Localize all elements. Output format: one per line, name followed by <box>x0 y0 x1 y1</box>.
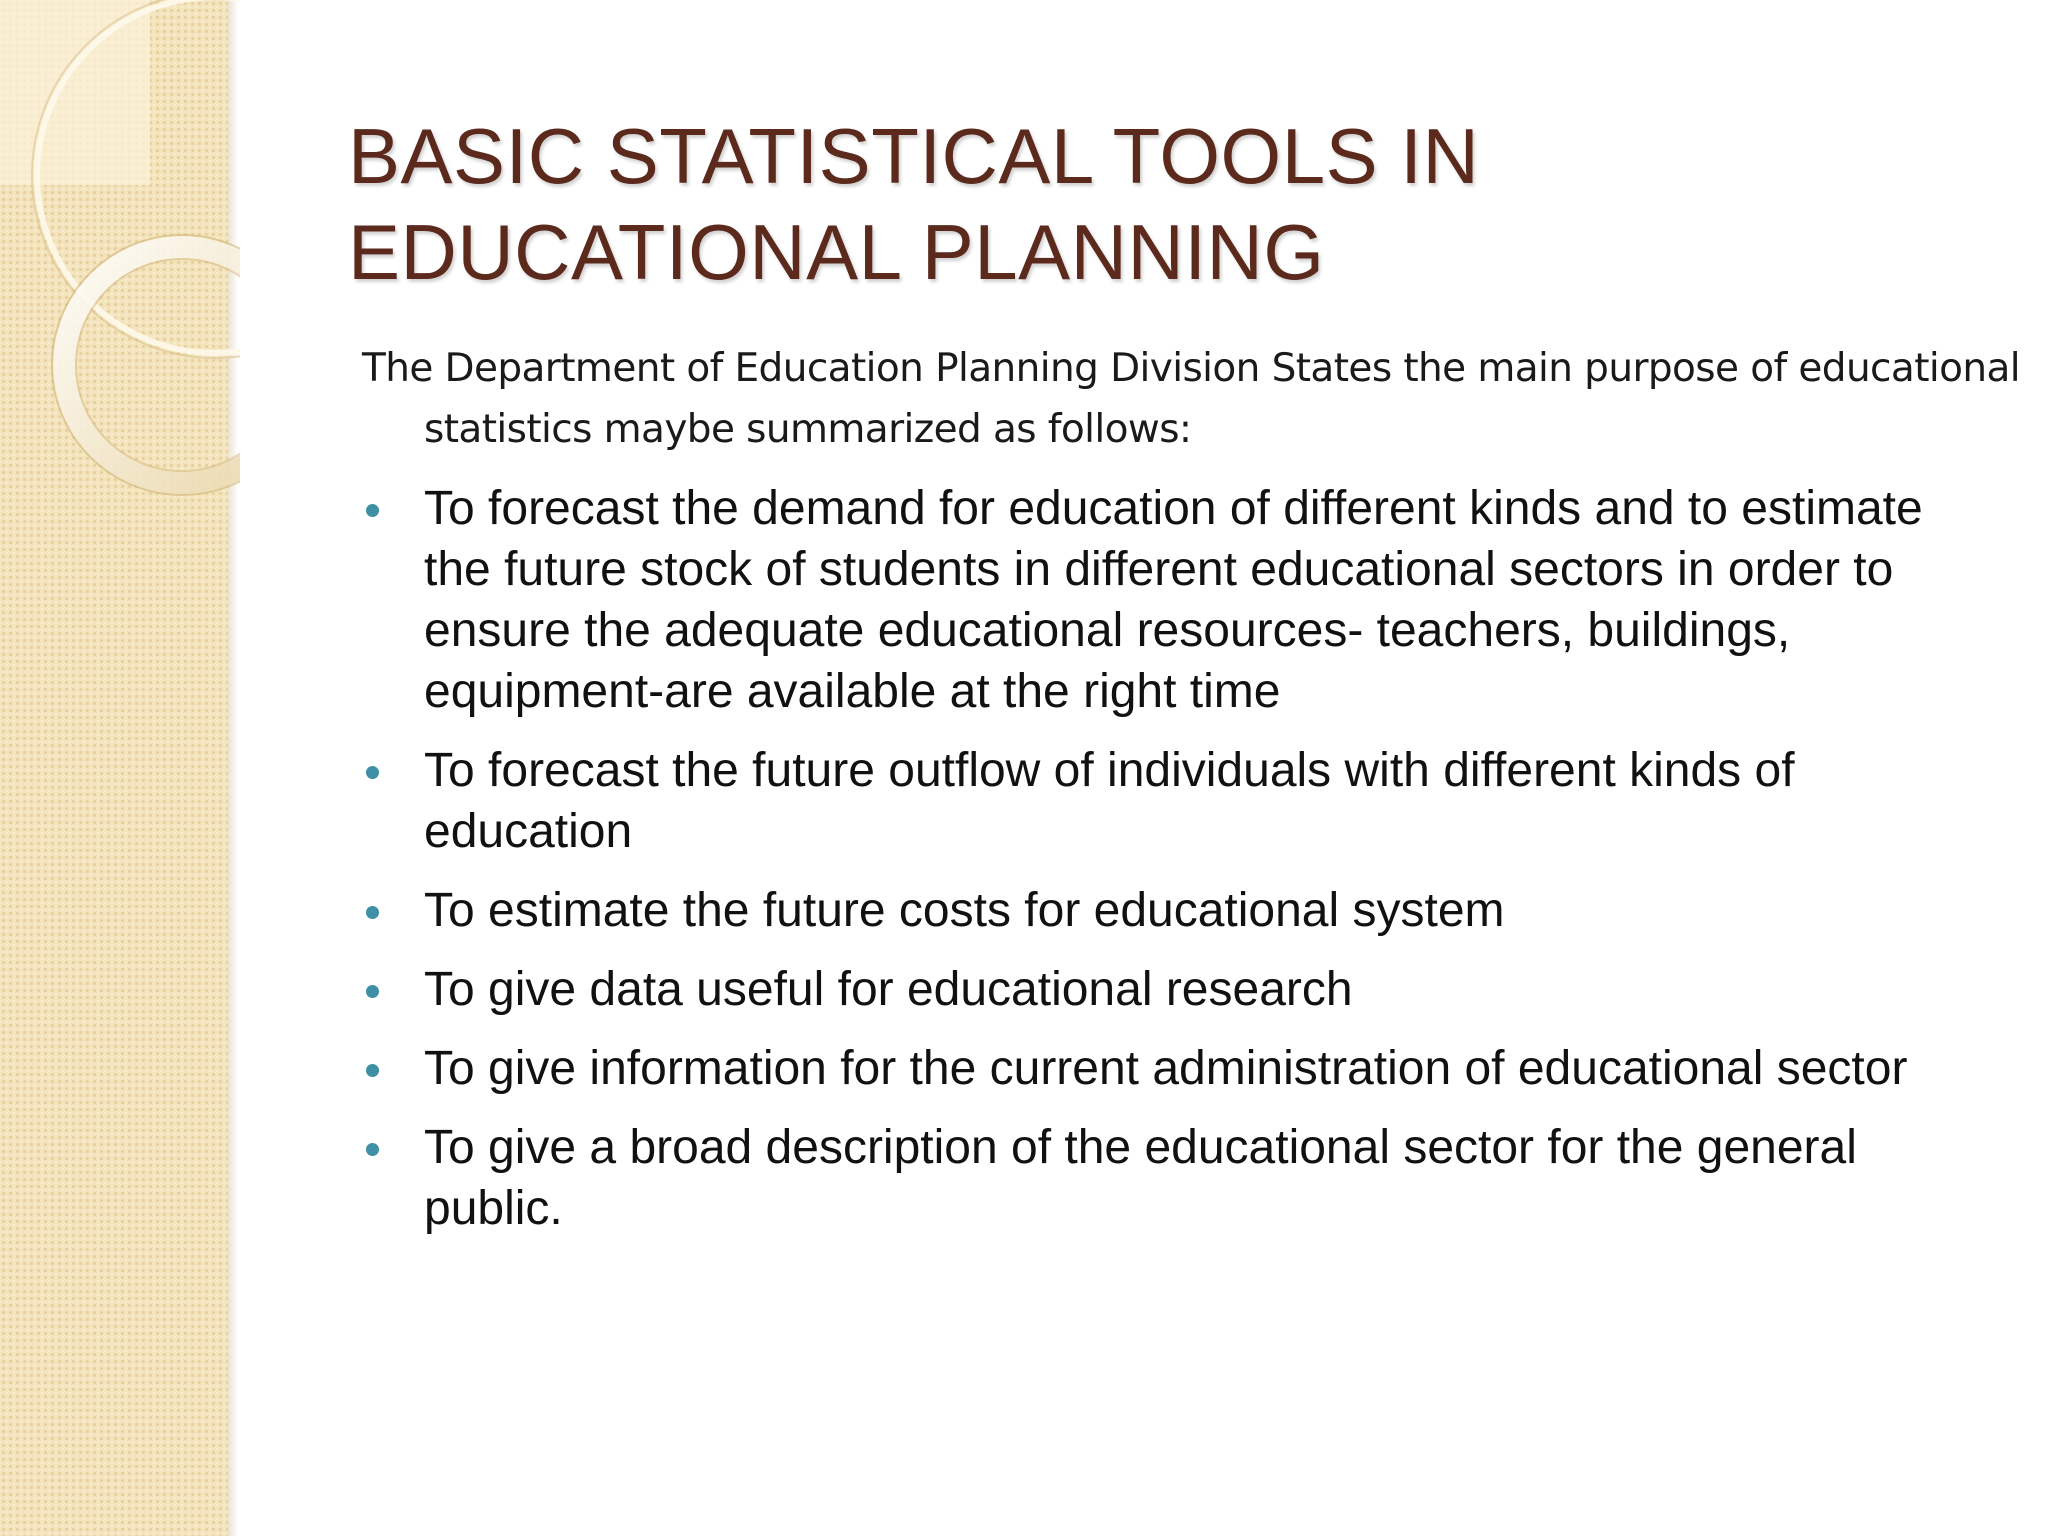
bullet-dot-icon <box>366 906 379 919</box>
title-line-2: EDUCATIONAL PLANNING <box>348 208 1325 296</box>
bullet-dot-icon <box>366 1064 379 1077</box>
bullet-list <box>362 478 1982 1257</box>
bullet-dot-icon <box>366 1143 379 1156</box>
list-item <box>362 478 1982 722</box>
decorative-circles-icon <box>0 0 240 520</box>
list-item <box>362 1117 1982 1239</box>
bullet-dot-icon <box>366 985 379 998</box>
bullet-dot-icon <box>366 504 379 517</box>
bullet-text: To give a broad description of the educational sector for the general public. <box>424 1121 1857 1235</box>
list-item <box>362 880 1982 941</box>
list-item <box>362 1038 1982 1099</box>
list-item <box>362 959 1982 1020</box>
bullet-text: To forecast the future outflow of individuals with different kinds of education <box>424 744 1795 858</box>
slide-title <box>348 108 1908 300</box>
bullet-dot-icon <box>366 766 379 779</box>
bullet-text: To give information for the current administration of educational sector <box>424 1042 1908 1095</box>
bullet-text: To give data useful for educational research <box>424 963 1353 1016</box>
list-item <box>362 740 1982 862</box>
intro-paragraph: The Department of Education Planning Division States the main purpose of educational statistics maybe summarized as follows: <box>362 346 2021 452</box>
title-line-1: BASIC STATISTICAL TOOLS IN <box>348 112 1480 200</box>
bullet-text: To estimate the future costs for educational system <box>424 884 1505 937</box>
bullet-text: To forecast the demand for education of different kinds and to estimate the future stock of students in different educational sectors in order to ensure the adequate educational resources- teachers, buildings, equipment-are available at the right time <box>424 482 1923 718</box>
